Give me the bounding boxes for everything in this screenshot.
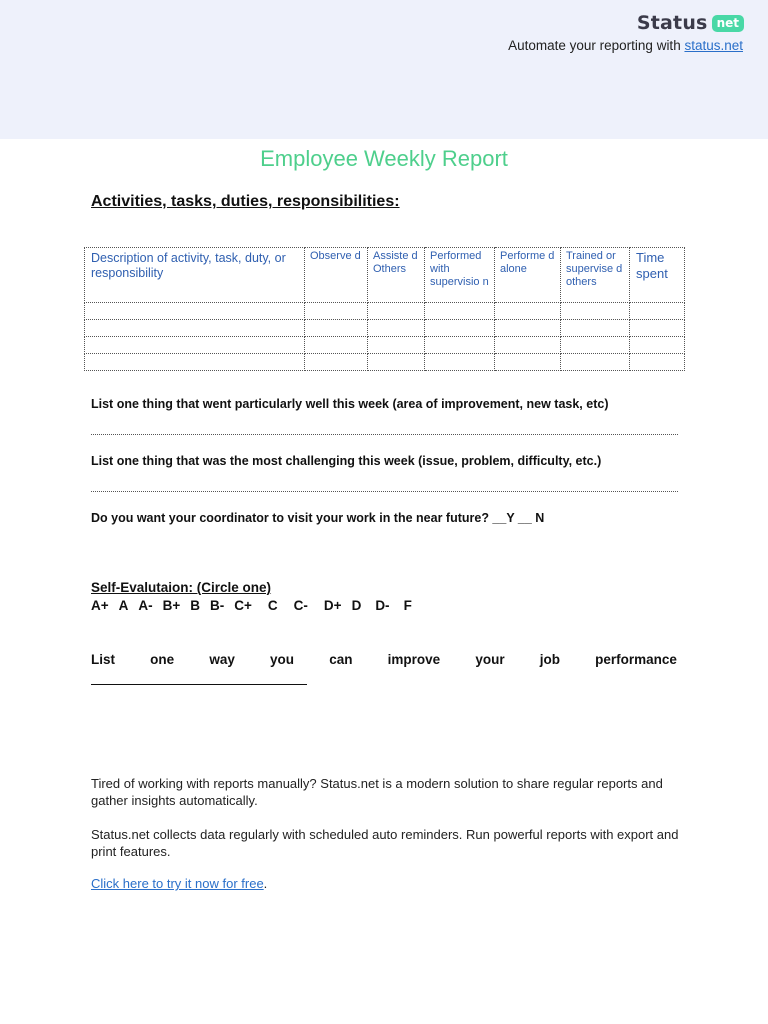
grade-option[interactable]: A <box>118 598 129 613</box>
improve-word: job <box>539 652 560 667</box>
table-row <box>85 354 685 371</box>
table-row <box>85 337 685 354</box>
table-cell[interactable] <box>495 320 561 337</box>
header-banner <box>0 0 768 139</box>
improve-word: way <box>209 652 235 667</box>
footer-paragraph-1: Tired of working with reports manually? Status.net is a modern solution to share regular reports and gather insights automatically. <box>91 776 663 808</box>
grade-option[interactable]: D <box>351 598 362 613</box>
table-cell[interactable] <box>561 337 630 354</box>
col-header-observed: Observe d <box>305 248 368 303</box>
table-cell[interactable] <box>368 303 425 320</box>
self-evaluation-heading: Self-Evalutaion: (Circle one) <box>91 580 272 595</box>
logo-word: Status <box>636 12 708 34</box>
tagline-link[interactable]: status.net <box>684 38 743 53</box>
question-coordinator-visit: Do you want your coordinator to visit your work in the near future? __Y __ N <box>91 511 545 525</box>
table-cell[interactable] <box>305 303 368 320</box>
table-cell[interactable] <box>561 320 630 337</box>
table-cell[interactable] <box>368 337 425 354</box>
col-header-performed-alone: Performe d alone <box>495 248 561 303</box>
table-cell[interactable] <box>85 303 305 320</box>
table-cell[interactable] <box>368 354 425 371</box>
table-cell[interactable] <box>630 337 685 354</box>
table-cell[interactable] <box>85 337 305 354</box>
improve-word: performance <box>595 652 677 667</box>
grade-option[interactable]: B <box>190 598 201 613</box>
table-cell[interactable] <box>85 320 305 337</box>
question-went-well: List one thing that went particularly well this week (area of improvement, new task, etc) <box>91 397 609 411</box>
status-net-logo[interactable] <box>637 12 744 34</box>
col-header-assisted: Assiste d Others <box>368 248 425 303</box>
grade-option[interactable]: B+ <box>162 598 181 613</box>
grade-option[interactable]: C+ <box>234 598 252 613</box>
footer-cta-suffix: . <box>263 876 268 891</box>
col-header-performed-supervision: Performed with supervisio n <box>425 248 495 303</box>
logo-badge: net <box>712 15 744 32</box>
table-row <box>85 320 685 337</box>
table-cell[interactable] <box>305 337 368 354</box>
table-cell[interactable] <box>368 320 425 337</box>
grade-option[interactable]: B- <box>210 598 225 613</box>
improve-word: List <box>91 652 116 667</box>
question-challenging: List one thing that was the most challenging this week (issue, problem, difficulty, etc.) <box>91 454 602 468</box>
page-title: Employee Weekly Report <box>260 146 508 171</box>
grade-option[interactable]: C <box>267 598 278 613</box>
table-cell[interactable] <box>630 354 685 371</box>
improve-word: one <box>150 652 175 667</box>
table-cell[interactable] <box>630 320 685 337</box>
table-cell[interactable] <box>495 354 561 371</box>
col-header-trained: Trained or supervise d others <box>561 248 630 303</box>
section-heading: Activities, tasks, duties, responsibilities: <box>91 193 400 210</box>
answer-line-improve[interactable] <box>91 684 307 685</box>
table-cell[interactable] <box>425 354 495 371</box>
table-cell[interactable] <box>630 303 685 320</box>
table-cell[interactable] <box>305 320 368 337</box>
col-header-description: Description of activity, task, duty, or responsibility <box>85 248 305 303</box>
table-cell[interactable] <box>425 337 495 354</box>
improve-word: you <box>270 652 295 667</box>
improve-word: your <box>475 652 505 667</box>
tagline <box>508 38 743 53</box>
footer-cta <box>91 876 267 891</box>
tagline-text: Automate your reporting with <box>508 38 685 53</box>
table-cell[interactable] <box>305 354 368 371</box>
table-row <box>85 303 685 320</box>
grade-option[interactable]: A- <box>138 598 153 613</box>
table-cell[interactable] <box>495 303 561 320</box>
improve-prompt <box>91 652 677 667</box>
grade-option[interactable]: F <box>403 598 412 613</box>
table-cell[interactable] <box>561 303 630 320</box>
improve-word: can <box>329 652 353 667</box>
grade-option[interactable]: C- <box>293 598 308 613</box>
grade-option[interactable]: D+ <box>323 598 342 613</box>
grade-options <box>91 598 422 613</box>
table-header-row <box>85 248 685 303</box>
table-cell[interactable] <box>85 354 305 371</box>
table-cell[interactable] <box>561 354 630 371</box>
improve-word: improve <box>387 652 441 667</box>
footer-paragraph-2: Status.net collects data regularly with scheduled auto reminders. Run powerful reports with export and print features. <box>91 827 679 859</box>
activities-table <box>84 247 685 371</box>
table-cell[interactable] <box>425 320 495 337</box>
table-cell[interactable] <box>425 303 495 320</box>
table-cell[interactable] <box>495 337 561 354</box>
try-free-link[interactable]: Click here to try it now for free <box>91 876 264 891</box>
grade-option[interactable]: D- <box>375 598 390 613</box>
answer-line-challenging[interactable] <box>91 491 678 492</box>
answer-line-went-well[interactable] <box>91 434 678 435</box>
col-header-time-spent: Time spent <box>630 248 685 303</box>
grade-option[interactable]: A+ <box>91 598 109 613</box>
